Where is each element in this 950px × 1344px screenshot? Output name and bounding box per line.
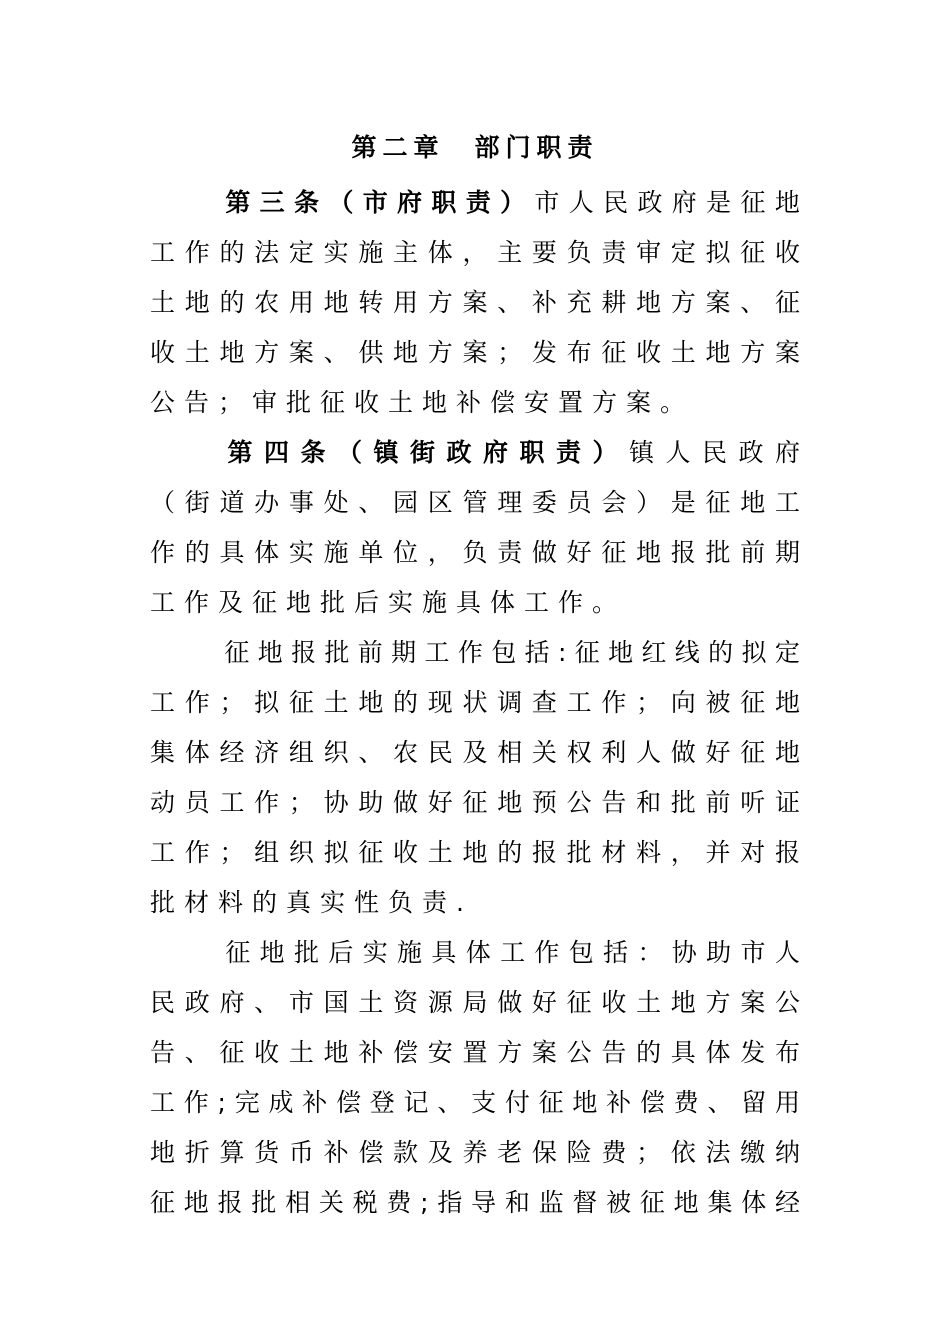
text-line: 征 地 批 后 实 施 具 体 工 作 包 括 ： 协 助 市 人 <box>225 938 800 967</box>
chapter-title: 部门职责 <box>474 133 599 162</box>
text-line: 第 三 条 （ 市 府 职 责 ） 市 人 民 政 府 是 征 地 <box>225 188 800 217</box>
chapter-heading <box>0 128 950 168</box>
text-line: 征 地 报 批 前 期 工 作 包 括 : 征 地 红 线 的 拟 定 <box>224 638 800 667</box>
line-text: 工作及征地批后实施具体工作。 <box>150 588 627 617</box>
text-line: 工 作 的 法 定 实 施 主 体 ， 主 要 负 责 审 定 拟 征 收 <box>150 238 800 267</box>
line-text: 公告；审批征收土地补偿安置方案。 <box>150 388 695 417</box>
text-line: 收 土 地 方 案 、 供 地 方 案 ； 发 布 征 收 土 地 方 案 <box>150 338 800 367</box>
line-text: 批材料的真实性负责. <box>150 888 473 917</box>
body-text <box>150 178 800 1228</box>
text-line: 民 政 府 、 市 国 土 资 源 局 做 好 征 收 土 地 方 案 公 <box>150 988 800 1017</box>
text-line: 第 四 条 （ 镇 街 政 府 职 责 ） 镇 人 民 政 府 <box>227 438 800 467</box>
text-line: 地 折 算 货 币 补 偿 款 及 养 老 保 险 费 ； 依 法 缴 纳 <box>150 1138 800 1167</box>
text-line: 集 体 经 济 组 织 、 农 民 及 相 关 权 利 人 做 好 征 地 <box>150 738 800 767</box>
text-line: 工 作 ； 组 织 拟 征 收 土 地 的 报 批 材 料 ， 并 对 报 <box>150 838 800 867</box>
text-line <box>150 378 800 428</box>
text-line: 工 作 ; 完 成 补 偿 登 记 、 支 付 征 地 补 偿 费 、 留 用 <box>150 1088 800 1117</box>
text-line: 工 作 ； 拟 征 土 地 的 现 状 调 查 工 作 ； 向 被 征 地 <box>150 688 800 717</box>
text-line <box>150 578 800 628</box>
text-line: 动 员 工 作 ； 协 助 做 好 征 地 预 公 告 和 批 前 听 证 <box>150 788 800 817</box>
text-line: 作 的 具 体 实 施 单 位 ， 负 责 做 好 征 地 报 批 前 期 <box>150 538 800 567</box>
text-line: 告 、 征 收 土 地 补 偿 安 置 方 案 公 告 的 具 体 发 布 <box>150 1038 800 1067</box>
text-line <box>150 878 800 928</box>
text-line: 土 地 的 农 用 地 转 用 方 案 、 补 充 耕 地 方 案 、 征 <box>150 288 800 317</box>
chapter-number: 第二章 <box>351 133 445 162</box>
text-line: （ 街 道 办 事 处 、 园 区 管 理 委 员 会 ） 是 征 地 工 <box>150 488 800 517</box>
text-line: 征 地 报 批 相 关 税 费 ; 指 导 和 监 督 被 征 地 集 体 经 <box>150 1188 800 1217</box>
